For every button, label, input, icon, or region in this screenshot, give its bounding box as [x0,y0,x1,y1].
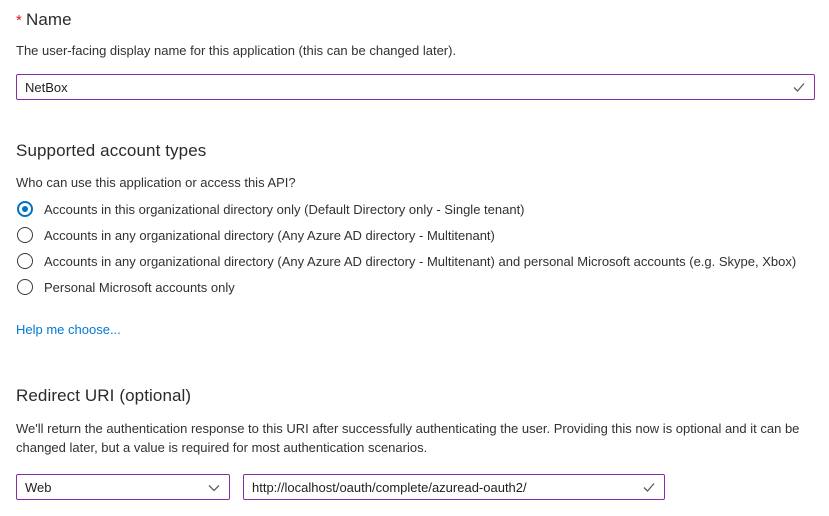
radio-button-icon[interactable] [17,201,33,217]
radio-button-icon[interactable] [17,279,33,295]
account-types-radio-group [16,201,815,295]
redirect-uri-heading: Redirect URI (optional) [16,386,192,405]
name-description: The user-facing display name for this application (this can be changed later). [16,43,457,58]
radio-button-icon[interactable] [17,253,33,269]
platform-select[interactable] [16,474,230,500]
platform-select-value: Web [25,479,52,495]
radio-button-icon[interactable] [17,227,33,243]
radio-option-label: Accounts in any organizational directory (Any Azure AD directory - Multitenant) and personal Microsoft accounts (e.g. Skype, Xbox) [44,253,797,269]
redirect-uri-input-wrap [243,474,665,500]
radio-option-single-tenant[interactable] [16,201,815,217]
help-me-choose-link[interactable]: Help me choose... [16,322,121,337]
chevron-down-icon [207,481,221,495]
name-input-wrap [16,74,815,100]
radio-option-multitenant-personal[interactable] [16,253,815,269]
redirect-uri-input[interactable] [243,474,665,500]
name-section-heading [16,10,815,30]
radio-option-label: Accounts in any organizational directory (Any Azure AD directory - Multitenant) [44,227,495,243]
supported-account-types-section [16,141,815,339]
radio-option-label: Personal Microsoft accounts only [44,279,235,295]
supported-account-types-heading: Supported account types [16,141,207,160]
required-marker: * [16,12,22,29]
account-types-question: Who can use this application or access this API? [16,175,296,190]
redirect-uri-section [16,386,815,500]
radio-option-multitenant[interactable] [16,227,815,243]
redirect-uri-description: We'll return the authentication response to this URI after successfully authenticating the user. Providing this now is optional and it can be changed later, but a value is required for most authentication scenarios. [16,421,800,455]
radio-option-label: Accounts in this organizational directory only (Default Directory only - Single tenant) [44,201,525,217]
name-section [16,10,815,100]
redirect-uri-row [16,474,815,500]
name-input[interactable] [16,74,815,100]
name-label: Name [25,10,72,29]
radio-option-personal-only[interactable] [16,279,815,295]
